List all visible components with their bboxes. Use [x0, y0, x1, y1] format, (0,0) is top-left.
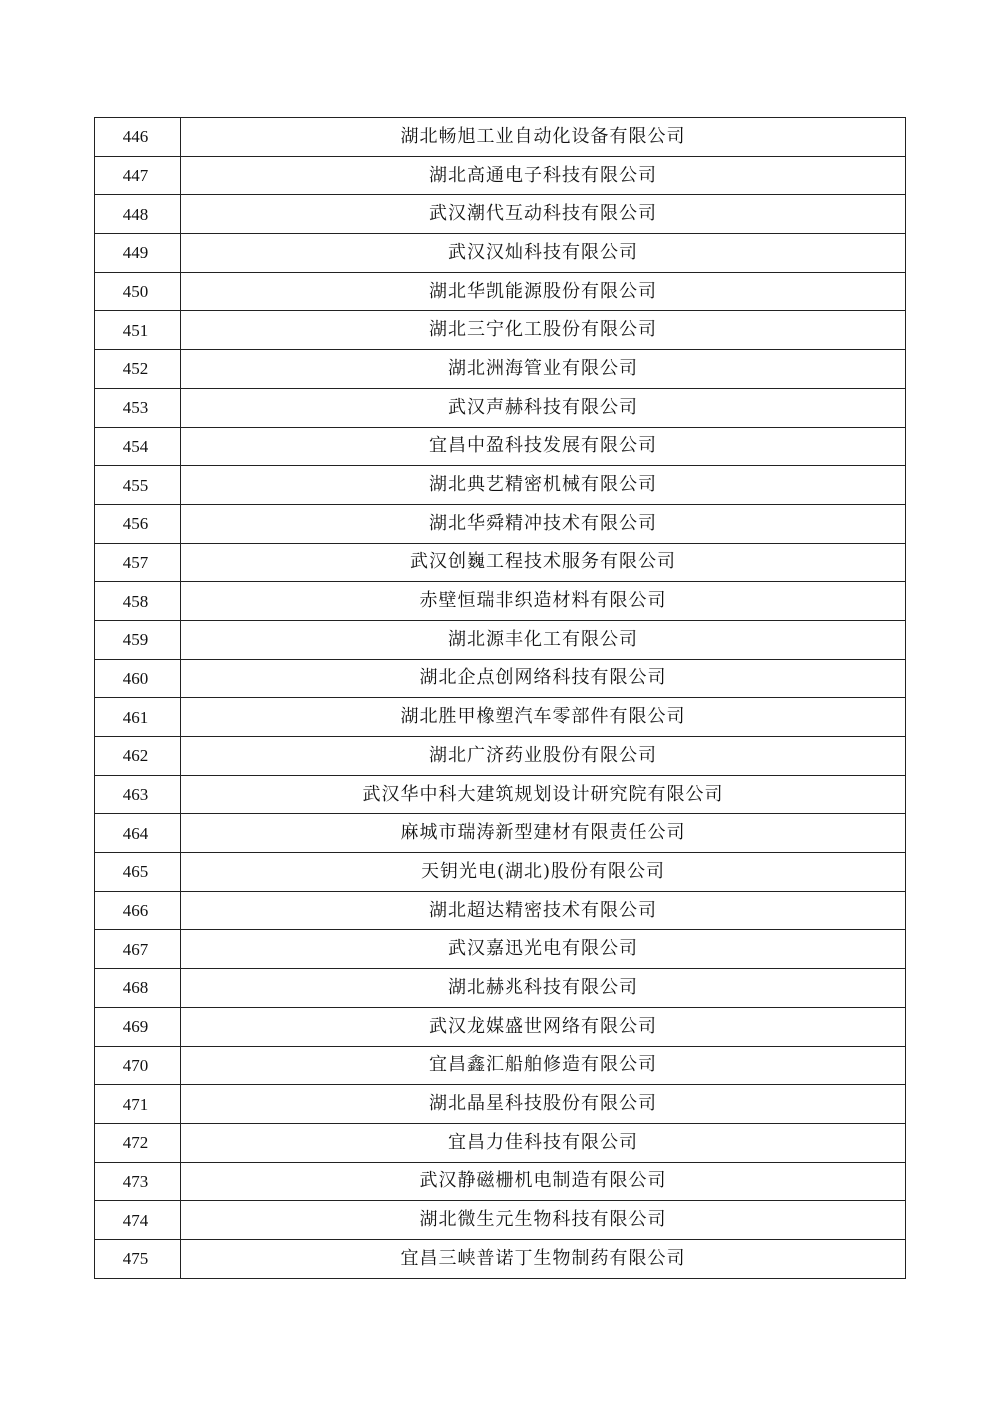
company-name: 湖北华凯能源股份有限公司 — [181, 272, 906, 311]
company-name: 湖北微生元生物科技有限公司 — [181, 1201, 906, 1240]
table-row — [95, 891, 906, 930]
table-row — [95, 1162, 906, 1201]
company-list-body — [95, 118, 906, 1279]
row-number: 457 — [95, 543, 181, 582]
company-name: 湖北高通电子科技有限公司 — [181, 156, 906, 195]
company-name: 武汉嘉迅光电有限公司 — [181, 930, 906, 969]
company-name: 武汉静磁栅机电制造有限公司 — [181, 1162, 906, 1201]
company-name: 湖北晶星科技股份有限公司 — [181, 1085, 906, 1124]
company-name: 宜昌三峡普诺丁生物制药有限公司 — [181, 1239, 906, 1278]
table-row — [95, 1123, 906, 1162]
row-number: 468 — [95, 969, 181, 1008]
table-row — [95, 1007, 906, 1046]
row-number: 450 — [95, 272, 181, 311]
table-row — [95, 543, 906, 582]
table-row — [95, 775, 906, 814]
table-row — [95, 659, 906, 698]
table-row — [95, 504, 906, 543]
table-row — [95, 814, 906, 853]
row-number: 459 — [95, 620, 181, 659]
company-name: 宜昌力佳科技有限公司 — [181, 1123, 906, 1162]
table-row — [95, 1085, 906, 1124]
company-name: 湖北广济药业股份有限公司 — [181, 737, 906, 776]
row-number: 473 — [95, 1162, 181, 1201]
table-row — [95, 1046, 906, 1085]
company-name: 宜昌中盈科技发展有限公司 — [181, 427, 906, 466]
row-number: 446 — [95, 118, 181, 157]
company-name: 武汉华中科大建筑规划设计研究院有限公司 — [181, 775, 906, 814]
table-row — [95, 311, 906, 350]
company-name: 湖北畅旭工业自动化设备有限公司 — [181, 118, 906, 157]
table-row — [95, 1201, 906, 1240]
company-name: 湖北胜甲橡塑汽车零部件有限公司 — [181, 698, 906, 737]
row-number: 455 — [95, 466, 181, 505]
company-name: 武汉声赫科技有限公司 — [181, 388, 906, 427]
company-name: 武汉潮代互动科技有限公司 — [181, 195, 906, 234]
row-number: 465 — [95, 853, 181, 892]
table-row — [95, 698, 906, 737]
company-name: 麻城市瑞涛新型建材有限责任公司 — [181, 814, 906, 853]
row-number: 447 — [95, 156, 181, 195]
row-number: 461 — [95, 698, 181, 737]
company-name: 赤壁恒瑞非织造材料有限公司 — [181, 582, 906, 621]
row-number: 454 — [95, 427, 181, 466]
table-row — [95, 118, 906, 157]
table-row — [95, 620, 906, 659]
company-name: 湖北源丰化工有限公司 — [181, 620, 906, 659]
row-number: 463 — [95, 775, 181, 814]
company-name: 武汉创巍工程技术服务有限公司 — [181, 543, 906, 582]
row-number: 453 — [95, 388, 181, 427]
row-number: 474 — [95, 1201, 181, 1240]
table-row — [95, 195, 906, 234]
table-row — [95, 582, 906, 621]
table-row — [95, 1239, 906, 1278]
row-number: 470 — [95, 1046, 181, 1085]
table-row — [95, 350, 906, 389]
row-number: 472 — [95, 1123, 181, 1162]
row-number: 466 — [95, 891, 181, 930]
row-number: 449 — [95, 234, 181, 273]
company-name: 湖北超达精密技术有限公司 — [181, 891, 906, 930]
company-name: 宜昌鑫汇船舶修造有限公司 — [181, 1046, 906, 1085]
table-row — [95, 969, 906, 1008]
table-row — [95, 737, 906, 776]
company-name: 武汉汉灿科技有限公司 — [181, 234, 906, 273]
row-number: 456 — [95, 504, 181, 543]
table-row — [95, 272, 906, 311]
row-number: 460 — [95, 659, 181, 698]
row-number: 458 — [95, 582, 181, 621]
company-name: 湖北三宁化工股份有限公司 — [181, 311, 906, 350]
row-number: 451 — [95, 311, 181, 350]
row-number: 448 — [95, 195, 181, 234]
table-row — [95, 388, 906, 427]
table-row — [95, 853, 906, 892]
row-number: 452 — [95, 350, 181, 389]
row-number: 475 — [95, 1239, 181, 1278]
table-row — [95, 156, 906, 195]
table-row — [95, 234, 906, 273]
row-number: 467 — [95, 930, 181, 969]
table-row — [95, 427, 906, 466]
row-number: 471 — [95, 1085, 181, 1124]
company-name: 武汉龙媒盛世网络有限公司 — [181, 1007, 906, 1046]
company-name: 天钥光电(湖北)股份有限公司 — [181, 853, 906, 892]
company-name: 湖北华舜精冲技术有限公司 — [181, 504, 906, 543]
company-list-table — [94, 117, 906, 1279]
company-name: 湖北典艺精密机械有限公司 — [181, 466, 906, 505]
table-row — [95, 930, 906, 969]
company-name: 湖北赫兆科技有限公司 — [181, 969, 906, 1008]
row-number: 462 — [95, 737, 181, 776]
company-name: 湖北企点创网络科技有限公司 — [181, 659, 906, 698]
table-row — [95, 466, 906, 505]
row-number: 464 — [95, 814, 181, 853]
company-name: 湖北洲海管业有限公司 — [181, 350, 906, 389]
row-number: 469 — [95, 1007, 181, 1046]
